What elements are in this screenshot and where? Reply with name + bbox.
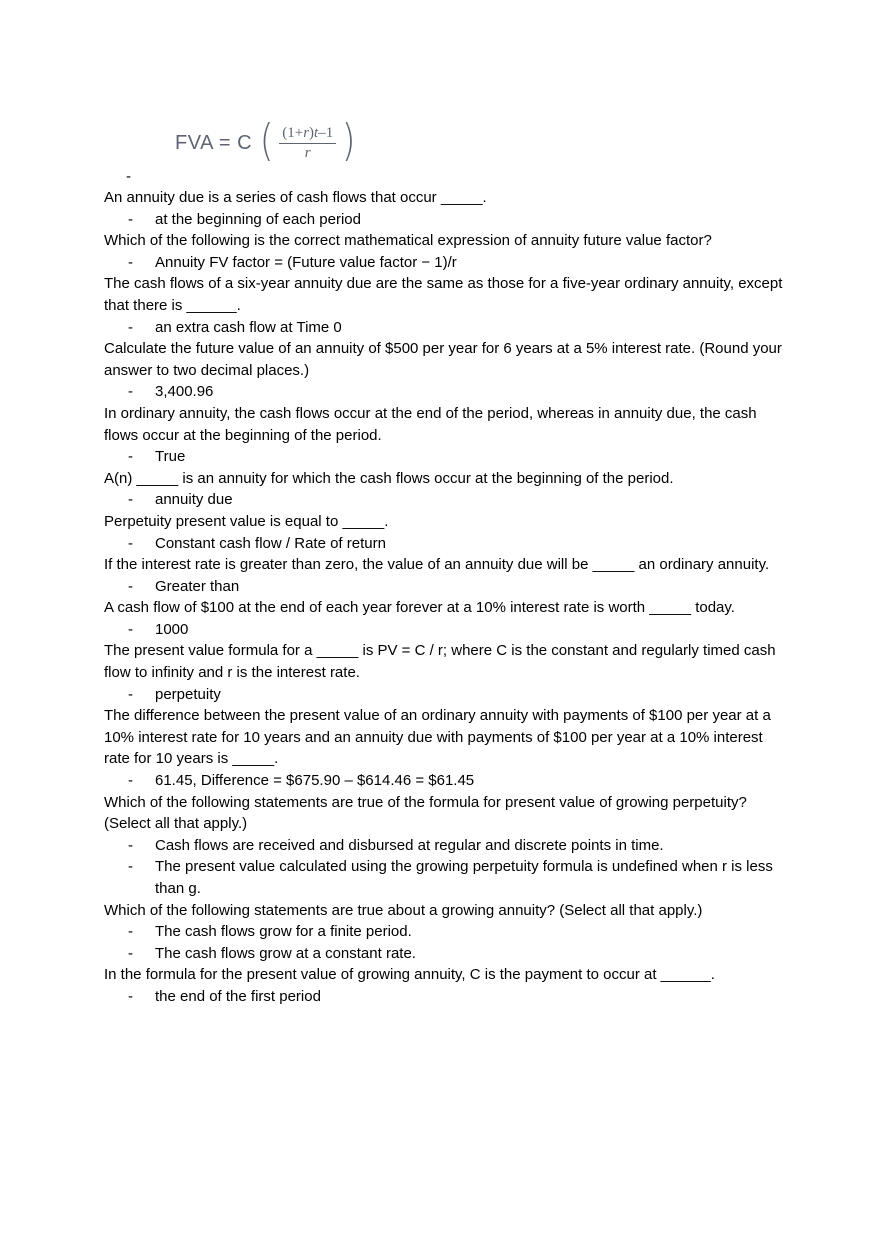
answer-bullet: - 3,400.96 bbox=[104, 381, 784, 403]
formula-answer-dash: - bbox=[126, 168, 131, 185]
qa-block bbox=[104, 511, 784, 554]
qa-block bbox=[104, 964, 784, 1007]
qa-block bbox=[104, 900, 784, 965]
qa-block bbox=[104, 187, 784, 230]
answer-bullet: - perpetuity bbox=[104, 684, 784, 706]
qa-block bbox=[104, 468, 784, 511]
question-text: Perpetuity present value is equal to _____. bbox=[104, 512, 389, 530]
qa-block bbox=[104, 705, 784, 791]
answer-bullet: - Cash flows are received and disbursed at regular and discrete points in time. bbox=[104, 835, 784, 857]
qa-block bbox=[104, 403, 784, 468]
right-paren-glyph: ) bbox=[341, 115, 356, 166]
question-text: In ordinary annuity, the cash flows occur at the end of the period, whereas in annuity due, the cash flows occur at the beginning of the period. bbox=[104, 404, 757, 444]
answer-bullet: - The cash flows grow for a finite period. bbox=[104, 921, 784, 943]
question-text: Which of the following statements are true of the formula for present value of growing perpetuity? (Select all that apply.) bbox=[104, 793, 747, 833]
question-text: Which of the following statements are true about a growing annuity? (Select all that apply.) bbox=[104, 901, 703, 919]
question-text: A cash flow of $100 at the end of each year forever at a 10% interest rate is worth _____ today. bbox=[104, 599, 735, 617]
answer-bullet: - The cash flows grow at a constant rate. bbox=[104, 943, 784, 965]
answer-bullet: - the end of the first period bbox=[104, 986, 784, 1008]
qa-block bbox=[104, 597, 784, 640]
qa-block bbox=[104, 338, 784, 403]
qa-block bbox=[104, 640, 784, 705]
fva-formula-image bbox=[175, 117, 357, 169]
question-text: The difference between the present value of an ordinary annuity with payments of $100 per year at a 10% interest rate for 10 years and an annuity due with payments of $100 per year at a 10% interest rate for 10 years is _____. bbox=[104, 707, 771, 768]
formula-numerator: (1+r)t–1 bbox=[282, 124, 334, 141]
qa-block bbox=[104, 554, 784, 597]
answer-bullet: - at the beginning of each period bbox=[104, 209, 784, 231]
answer-bullet: - annuity due bbox=[104, 489, 784, 511]
question-text: A(n) _____ is an annuity for which the cash flows occur at the beginning of the period. bbox=[104, 469, 674, 487]
question-text: Which of the following is the correct mathematical expression of annuity future value factor? bbox=[104, 232, 712, 250]
question-text: The present value formula for a _____ is PV = C / r; where C is the constant and regularly timed cash flow to infinity and r is the interest rate. bbox=[104, 642, 776, 682]
left-paren-glyph: ( bbox=[259, 115, 274, 166]
formula-lhs: FVA = C bbox=[175, 131, 253, 154]
answer-bullet: - Annuity FV factor = (Future value factor − 1)/r bbox=[104, 252, 784, 274]
formula-fraction bbox=[279, 124, 336, 163]
formula-denominator: r bbox=[304, 144, 311, 161]
question-text: The cash flows of a six-year annuity due are the same as those for a five-year ordinary annuity, except that there is ______. bbox=[104, 275, 783, 314]
answer-bullet: - True bbox=[104, 446, 784, 468]
answer-bullet: - 61.45, Difference = $675.90 – $614.46 = $61.45 bbox=[104, 770, 784, 792]
question-text: An annuity due is a series of cash flows that occur _____. bbox=[104, 189, 487, 206]
question-text: If the interest rate is greater than zero, the value of an annuity due will be _____ an ordinary annuity. bbox=[104, 556, 770, 574]
answer-bullet: - The present value calculated using the growing perpetuity formula is undefined when r is less than g. bbox=[104, 856, 784, 899]
question-text: Calculate the future value of an annuity of $500 per year for 6 years at a 5% interest rate. (Round your answer to two decimal places.) bbox=[104, 340, 782, 379]
qa-block bbox=[104, 230, 784, 273]
qa-block bbox=[104, 273, 784, 338]
question-answer-list bbox=[104, 187, 784, 1008]
answer-bullet: - an extra cash flow at Time 0 bbox=[104, 317, 784, 339]
answer-bullet: - Constant cash flow / Rate of return bbox=[104, 533, 784, 555]
answer-bullet: - 1000 bbox=[104, 619, 784, 641]
qa-block bbox=[104, 792, 784, 900]
answer-bullet: - Greater than bbox=[104, 576, 784, 598]
question-text: In the formula for the present value of growing annuity, C is the payment to occur at ______. bbox=[104, 966, 715, 984]
